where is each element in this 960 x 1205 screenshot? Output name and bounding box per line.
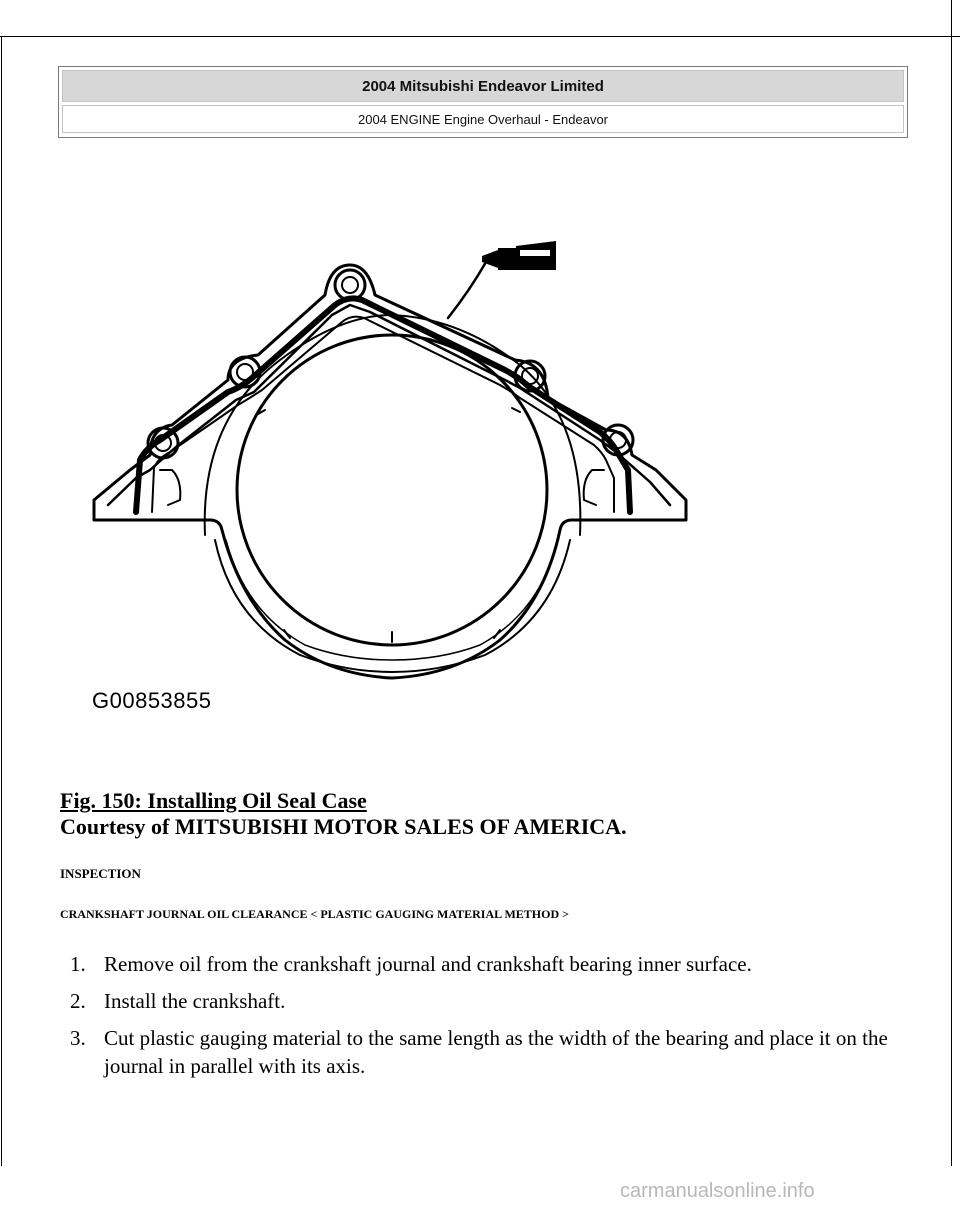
header-subtitle: 2004 ENGINE Engine Overhaul - Endeavor — [357, 111, 609, 127]
header-title-row — [62, 70, 904, 102]
list-item — [70, 1024, 910, 1080]
document-header — [58, 66, 908, 138]
page-frame-right — [951, 0, 952, 1166]
step-text: Cut plastic gauging material to the same length as the width of the bearing and place it on the journal in parallel with its axis. — [104, 1026, 888, 1078]
section-heading: INSPECTION — [60, 866, 141, 881]
procedure-steps — [70, 950, 910, 1089]
step-text: Remove oil from the crankshaft journal and crankshaft bearing inner surface. — [104, 952, 752, 976]
oil-seal-case-diagram — [80, 235, 700, 720]
step-text: Install the crankshaft. — [104, 989, 286, 1013]
figure-courtesy: Courtesy of MITSUBISHI MOTOR SALES OF AMERICA. — [60, 814, 627, 839]
watermark: carmanualsonline.info — [620, 1180, 815, 1202]
header-title: 2004 Mitsubishi Endeavor Limited — [362, 77, 604, 95]
step-number: 3. — [70, 1026, 86, 1050]
page-frame-top — [0, 36, 960, 37]
step-number: 2. — [70, 989, 86, 1013]
figure-code: G00853855 — [92, 688, 212, 713]
header-subtitle-row — [62, 105, 904, 133]
section-subheading: CRANKSHAFT JOURNAL OIL CLEARANCE < PLASTIC GAUGING MATERIAL METHOD > — [60, 907, 569, 921]
figure-caption-title[interactable]: Fig. 150: Installing Oil Seal Case — [60, 788, 367, 813]
list-item — [70, 987, 910, 1015]
page-frame-left — [1, 36, 2, 1166]
step-number: 1. — [70, 952, 86, 976]
list-item — [70, 950, 910, 978]
